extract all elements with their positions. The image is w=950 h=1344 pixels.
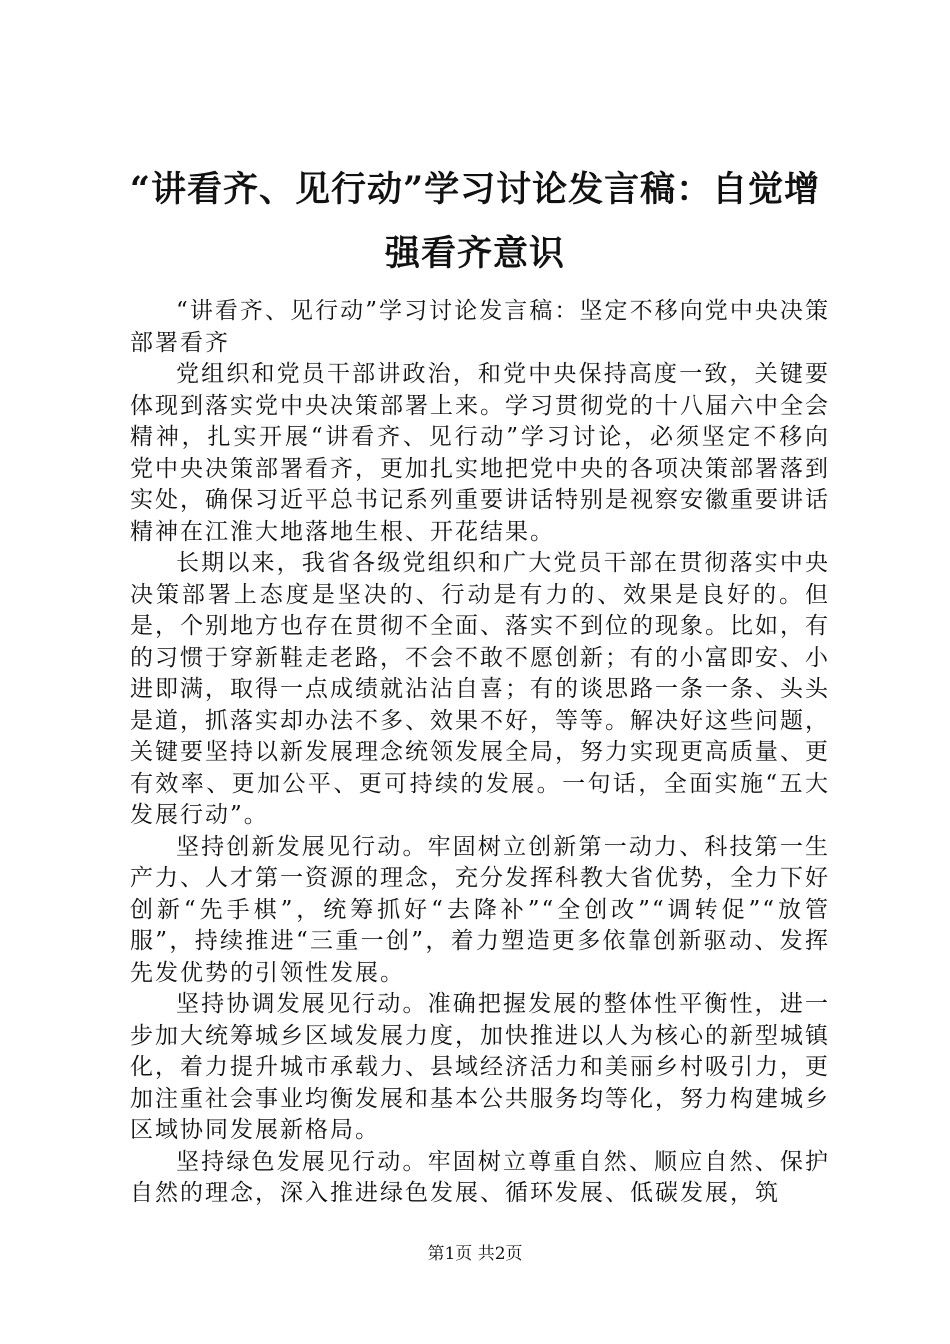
document-title: “讲看齐、见行动”学习讨论发言稿：自觉增强看齐意识 <box>129 169 821 274</box>
paragraph-subtitle: “讲看齐、见行动”学习讨论发言稿：坚定不移向党中央决策部署看齐 <box>130 298 830 356</box>
paragraph: 党组织和党员干部讲政治，和党中央保持高度一致，关键要体现到落实党中央决策部署上来。学习贯彻党的十八届六中全会精神，扎实开展“讲看齐、见行动”学习讨论，必须坚定不移向党中央决策部署看齐，更加扎实地把党中央的各项决策部署落到实处，确保习近平总书记系列重要讲话特别是视察安徽重要讲话精神在江淮大地落地生根、开花结果。 <box>130 361 830 545</box>
document-body <box>130 296 830 1210</box>
paragraph: 坚持创新发展见行动。牢固树立创新第一动力、科技第一生产力、人才第一资源的理念，充分发挥科教大省优势，全力下好创新“先手棋”，统筹抓好“去降补”“全创改”“调转促”“放管服”，持续推进“三重一创”，着力塑造更多依靠创新驱动、发挥先发优势的引领性发展。 <box>130 833 830 986</box>
paragraph: 坚持绿色发展见行动。牢固树立尊重自然、顺应自然、保护自然的理念，深入推进绿色发展、循环发展、低碳发展，筑 <box>130 1148 830 1206</box>
paragraph: 坚持协调发展见行动。准确把握发展的整体性平衡性，进一步加大统筹城乡区域发展力度，加快推进以人为核心的新型城镇化，着力提升城市承载力、县域经济活力和美丽乡村吸引力，更加注重社会事业均衡发展和基本公共服务均等化，努力构建城乡区域协同发展新格局。 <box>130 991 830 1143</box>
paragraph: 长期以来，我省各级党组织和广大党员干部在贯彻落实中央决策部署上态度是坚决的、行动是有力的、效果是良好的。但是，个别地方也存在贯彻不全面、落实不到位的现象。比如，有的习惯于穿新鞋走老路，不会不敢不愿创新；有的小富即安、小进即满，取得一点成绩就沾沾自喜；有的谈思路一条一条、头头是道，抓落实却办法不多、效果不好，等等。解决好这些问题，关键要坚持以新发展理念统领发展全局，努力实现更高质量、更有效率、更加公平、更可持续的发展。一句话，全面实施“五大发展行动”。 <box>130 550 830 828</box>
page-footer: 第1页 共2页 <box>427 1244 523 1264</box>
